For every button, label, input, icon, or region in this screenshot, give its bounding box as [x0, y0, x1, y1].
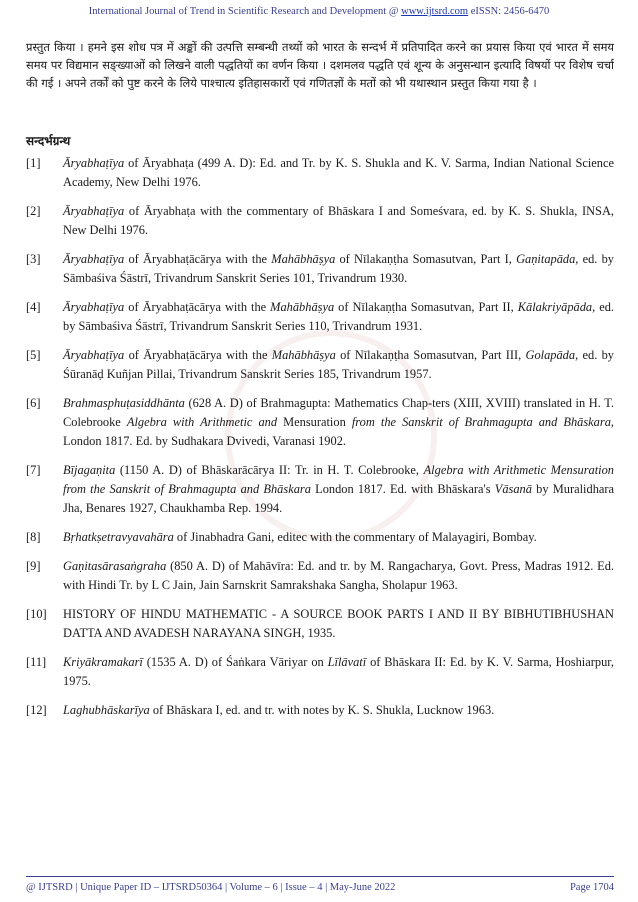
reference-segment: of Bhāskara II: Ed. by K. V. Sarma, Hoshiarpur, 1975.: [63, 655, 614, 688]
reference-number: [1]: [26, 156, 41, 170]
reference-text: [63, 250, 614, 288]
reference-number: [6]: [26, 396, 41, 410]
reference-segment: (628 A. D) of Brahmagupta: Mathematics Chap-ters (XIII, XVIII) translated in H. T. Colebrooke: [63, 396, 614, 429]
references-heading: सन्दर्भग्रन्थ: [26, 134, 71, 148]
reference-title: Āryabhaṭīya: [63, 300, 125, 314]
reference-title: from the Sanskrit of Brahmagupta and Bhāskara: [351, 415, 611, 429]
reference-title: Kriyākramakarī: [63, 655, 143, 669]
reference-number: [9]: [26, 559, 41, 573]
reference-text: [63, 346, 614, 384]
reference-text: [63, 154, 614, 192]
reference-segment: of Āryabhaṭa with the commentary of Bhāskara I and Someśvara, ed. by K. S. Shukla, INSA, New Delhi 1976.: [63, 204, 614, 237]
reference-segment: , London 1817. Ed. by Sudhakara Dvivedi, Varanasi 1902.: [63, 415, 614, 448]
reference-item: [26, 605, 614, 643]
reference-text: [63, 461, 614, 518]
reference-item: [26, 394, 614, 451]
reference-title: Golapāda: [525, 348, 576, 362]
reference-text: [63, 202, 614, 240]
reference-title: Āryabhaṭīya: [63, 156, 125, 170]
reference-segment: of Nīlakaṇṭha Somasutvan, Part I,: [335, 252, 517, 266]
reference-item: [26, 461, 614, 518]
reference-segment: of Nīlakaṇṭha Somasutvan, Part II,: [334, 300, 518, 314]
reference-title: Āryabhaṭīya: [63, 348, 125, 362]
reference-number: [8]: [26, 530, 41, 544]
reference-title: Algebra with Arithmetic Mensuration from the Sanskrit of Brahmagupta and Bhāskara: [63, 463, 614, 496]
reference-text: [63, 701, 614, 720]
reference-segment: of Bhāskara I, ed. and tr. with notes by K. S. Shukla, Lucknow 1963.: [149, 703, 495, 717]
reference-item: [26, 202, 614, 240]
reference-segment: (1150 A. D) of Bhāskarācārya II: Tr. in H. T. Colebrooke,: [115, 463, 424, 477]
reference-title: Bṛhatkṣetravyavahāra: [63, 530, 174, 544]
reference-segment: of Nīlakaṇṭha Somasutvan, Part III,: [335, 348, 526, 362]
reference-title: Līlāvatī: [327, 655, 367, 669]
reference-segment: , ed. by Sāmbaśiva Śāstrī, Trivandrum Sanskrit Series 101, Trivandrum 1930.: [63, 252, 615, 285]
intro-paragraph: प्रस्तुत किया । हमने इस शोध पत्र में अङ्कों की उत्पत्ति सम्बन्धी तथ्यों को भारत के सन्दर्भ में प्रतिपादित करने का प्रयास किया एवं भारत में समय समय पर विद्यमान सङ्ख्याओं को लिखने वाली पद्धतियों का वर्णन किया । दशमलव पद्धति एवं शून्य के अनुसन्धान इत्यादि विषयों पर विशेष चर्चा की गई । अपने तर्कों को पुष्ट करने के लिये पाश्चात्य इतिहासकारों एवं गणितज्ञों के मतों को भी यथास्थान प्रस्तुत किया गया है ।: [26, 40, 614, 90]
reference-number: [2]: [26, 204, 41, 218]
issn: eISSN: 2456-6470: [470, 6, 550, 17]
reference-segment: of Āryabhaṭa (499 A. D): Ed. and Tr. by K. S. Shukla and K. V. Sarma, Indian National Science Academy, New Delhi 1976.: [63, 156, 614, 189]
reference-title: Bījagaṇita: [63, 463, 116, 477]
reference-item: [26, 154, 614, 192]
reference-segment: London 1817. Ed. with Bhāskara's: [310, 482, 495, 496]
reference-segment: HISTORY OF HINDU MATHEMATIC - A SOURCE BOOK PARTS I AND II BY BIBHUTIBHUSHAN DATTA AND AVADESH NARAYANA SINGH, 1935.: [63, 607, 614, 640]
reference-number: [7]: [26, 463, 41, 477]
reference-text: [63, 605, 614, 643]
reference-title: Mahābhāṣya: [270, 300, 335, 314]
reference-title: Kālakriyāpāda: [517, 300, 593, 314]
reference-item: [26, 346, 614, 384]
reference-segment: by Muralidhara Jha, Benares 1927, Chaukhamba Rep. 1994.: [63, 482, 615, 515]
reference-item: [26, 250, 614, 288]
reference-segment: of Āryabhaṭācārya with the: [124, 348, 272, 362]
reference-segment: of Āryabhaṭācārya with the: [124, 300, 271, 314]
reference-segment: (850 A. D) of Mahāvīra: Ed. and tr. by M. Rangacharya, Govt. Press, Madras 1912. Ed. with Hindi Tr. by L C Jain, Jain Sarnskrit Samrakshaka Sangha, Sholapur 1963.: [63, 559, 614, 592]
journal-url-link[interactable]: www.ijtsrd.com: [401, 6, 469, 17]
reference-number: [12]: [26, 703, 47, 717]
reference-segment: of Jinabhadra Gani, editec with the commentary of Malayagiri, Bombay.: [173, 530, 537, 544]
reference-segment: of Āryabhaṭācārya with the: [124, 252, 272, 266]
reference-title: Brahmasphuṭasiddhānta: [63, 396, 185, 410]
reference-title: Gaṇitapāda: [516, 252, 576, 266]
reference-number: [3]: [26, 252, 41, 266]
reference-segment: , ed. by Śūranāḍ Kuñjan Pillai, Trivandrum Sanskrit Series 185, Trivandrum 1957.: [63, 348, 614, 381]
reference-title: Laghubhāskarīya: [63, 703, 150, 717]
journal-name: International Journal of Trend in Scientific Research and Development @: [88, 6, 399, 17]
reference-title: Vāsanā: [494, 482, 532, 496]
reference-number: [4]: [26, 300, 41, 314]
reference-item: [26, 701, 614, 720]
reference-number: [11]: [26, 655, 47, 669]
reference-title: Āryabhaṭīya: [63, 252, 125, 266]
reference-text: [63, 653, 614, 691]
page-header: [0, 6, 638, 17]
reference-item: [26, 557, 614, 595]
reference-title: Algebra with Arithmetic and: [126, 415, 278, 429]
reference-segment: , ed. by Sāmbaśiva Śāstrī, Trivandrum Sanskrit Series 110, Trivandrum 1931.: [63, 300, 614, 333]
reference-item: [26, 528, 614, 547]
reference-title: Mahābhāṣya: [271, 348, 336, 362]
reference-text: [63, 528, 614, 547]
page-footer: [26, 876, 614, 893]
footer-info: @ IJTSRD | Unique Paper ID – IJTSRD50364 | Volume – 6 | Issue – 4 | May-June 2022: [26, 882, 396, 893]
reference-title: Gaṇitasārasaṅgraha: [63, 559, 167, 573]
reference-list: [26, 154, 614, 730]
reference-text: [63, 557, 614, 595]
reference-number: [10]: [26, 607, 47, 621]
reference-segment: (1535 A. D) of Śaṅkara Vāriyar on: [142, 655, 328, 669]
reference-segment: Mensuration: [277, 415, 352, 429]
reference-title: Āryabhaṭīya: [63, 204, 125, 218]
reference-title: Mahābhāṣya: [271, 252, 336, 266]
reference-item: [26, 298, 614, 336]
reference-item: [26, 653, 614, 691]
page-number: Page 1704: [569, 882, 614, 893]
reference-number: [5]: [26, 348, 41, 362]
reference-text: [63, 394, 614, 451]
reference-text: [63, 298, 614, 336]
